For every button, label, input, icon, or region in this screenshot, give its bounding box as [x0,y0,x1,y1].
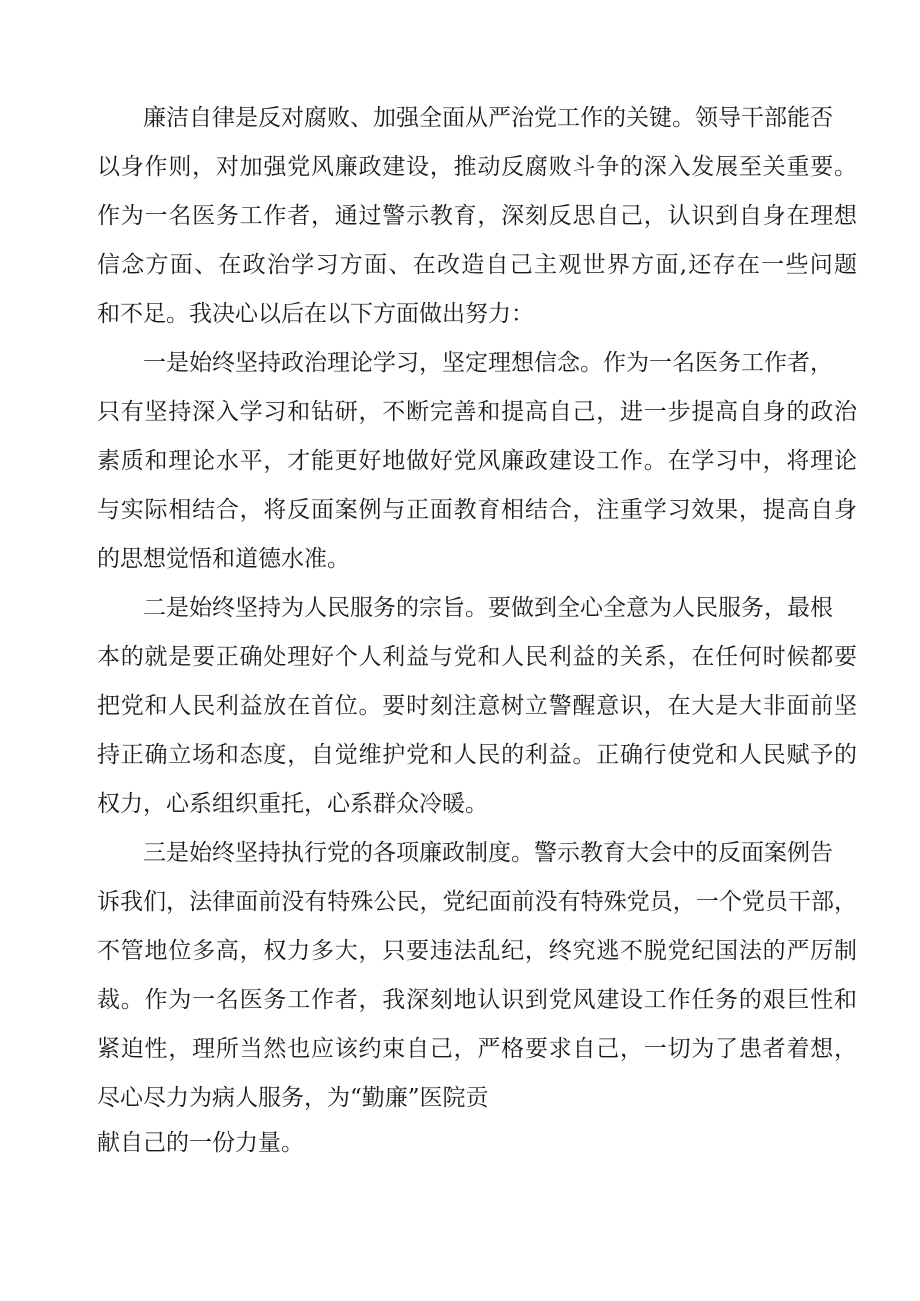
paragraph-4-line-7: 献自己的一份力量。 [97,1130,304,1156]
paragraph-1-line-4: 信念方面、在政治学习方面、在改造自己主观世界方面,还存在一些问题 [97,252,857,278]
paragraph-4-line-4: 裁。作为一名医务工作者，我深刻地认识到党风建设工作任务的艰巨性和 [97,987,857,1013]
paragraph-3-line-5: 权力，心系组织重托，心系群众冷暖。 [97,791,488,817]
paragraph-2-line-3: 素质和理论水平，才能更好地做好党风廉政建设工作。在学习中，将理论 [97,448,857,474]
paragraph-2-line-1: 一是始终坚持政治理论学习，坚定理想信念。作为一名医务工作者， [143,350,833,376]
paragraph-2-line-2: 只有坚持深入学习和钻研，不断完善和提高自己，进一步提高自身的政治 [97,399,857,425]
paragraph-1-line-2: 以身作则，对加强党风廉政建设，推动反腐败斗争的深入发展至关重要。 [97,154,857,180]
paragraph-4-line-6: 尽心尽力为病人服务，为“勤廉”医院贡 [97,1085,489,1111]
paragraph-3-line-1: 二是始终坚持为人民服务的宗旨。要做到全心全意为人民服务，最根 [143,595,833,621]
paragraph-4-line-1: 三是始终坚持执行党的各项廉政制度。警示教育大会中的反面案例告 [143,840,833,866]
paragraph-1-line-5: 和不足。我决心以后在以下方面做出努力： [97,301,534,327]
paragraph-4-line-5: 紧迫性，理所当然也应该约束自己，严格要求自己，一切为了患者着想， [97,1036,857,1062]
paragraph-2-line-4: 与实际相结合，将反面案例与正面教育相结合，注重学习效果，提高自身 [97,497,857,523]
paragraph-3-line-2: 本的就是要正确处理好个人利益与党和人民利益的关系，在任何时候都要 [97,644,857,670]
paragraph-4-line-2: 诉我们，法律面前没有特殊公民，党纪面前没有特殊党员，一个党员干部， [97,889,857,915]
paragraph-3-line-3: 把党和人民利益放在首位。要时刻注意树立警醒意识，在大是大非面前坚 [97,693,857,719]
paragraph-1-line-3: 作为一名医务工作者，通过警示教育，深刻反思自己，认识到自身在理想 [97,203,857,229]
paragraph-2-line-5: 的思想觉悟和道德水准。 [97,546,350,572]
paragraph-1-line-1: 廉洁自律是反对腐败、加强全面从严治党工作的关键。领导干部能否 [143,105,833,131]
paragraph-3-line-4: 持正确立场和态度，自觉维护党和人民的利益。正确行使党和人民赋予的 [97,742,857,768]
paragraph-4-line-3: 不管地位多高，权力多大，只要违法乱纪，终究逃不脱党纪国法的严厉制 [97,938,857,964]
